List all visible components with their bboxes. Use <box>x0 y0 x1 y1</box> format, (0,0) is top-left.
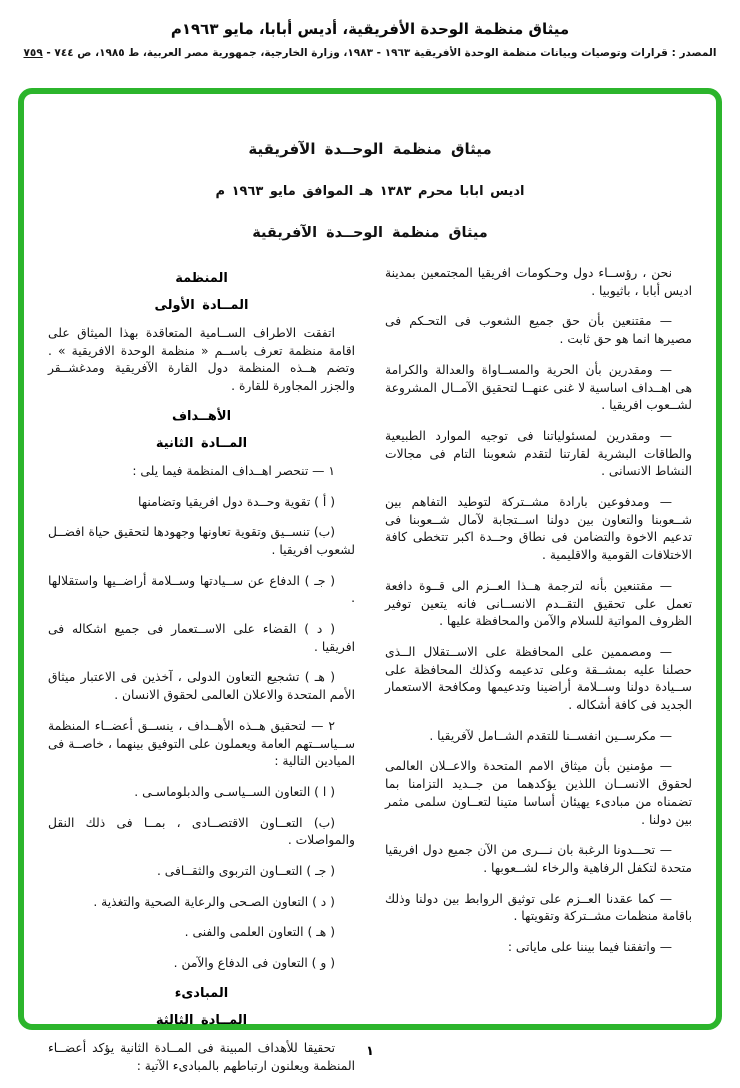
paragraph: — ومدفوعين بارادة مشــتركة لتوطيد التفاهم بين شــعوبنا والتعاون بين دولنا اســتجابة لآمال شــعوبنا فى تدعيم الاخوة والتضامن فى نطاق وحــدة اكبر تتخطى كافة الاختلافات القومية والاقليمية . <box>385 495 692 563</box>
paragraph: اتفقت الاطراف الســامية المتعاقدة بهذا الميثاق على اقامة منظمة تعرف باســم « منظمة الوحدة الافريقية » . وتضم هــذه المنظمة دول القارة الآفريقية ومدغشــقر والجزر المجاورة للقارة . <box>48 326 355 394</box>
paragraph: — مكرســين انفســنا للتقدم الشــامل لآفريقيا . <box>429 728 672 743</box>
paragraph: ١ — تنحصر اهــداف المنظمة فيما يلى : <box>132 463 335 478</box>
paragraph: تحقيقا للأهداف المبينة فى المــادة الثانية يؤكد أعضــاء المنظمة ويعلنون ارتباطهم بالمبادىء الآتية : <box>48 1040 355 1073</box>
source-citation-text: المصدر : قرارات وتوصيات وبيانات منظمة الوحدة الأفريقية ١٩٦٣ - ١٩٨٣، وزارة الخارجية، جمهورية مصر العربية، ط ١٩٨٥، ص ٧٤٤ - <box>46 47 717 59</box>
paragraph: — ومصممين على المحافظة على الاســتقلال الــذى حصلنا عليه بمشــقة وعلى تدعيمه وكذلك المحافظة على ســيادة دولنا وســلامة أراضينا وتدعيمها ومكافحة الاستعمار الجديد فى كافة أشكاله . <box>385 644 692 713</box>
paragraph: — واتفقنا فيما بيننا على ماياتى : <box>507 940 672 955</box>
paragraph: — مؤمنين بأن ميثاق الامم المتحدة والاعــلان العالمى لحقوق الانســان اللذين يؤكدهما من جــديد التزامنا بما تضمناه من مبادىء يهيئان أساسا متينا لتعــاون سلمى مثمر بين دولنا . <box>385 759 692 827</box>
page-header <box>0 0 740 59</box>
paragraph: ٢ — لتحقيق هــذه الأهــداف ، ينســق أعضــاء المنظمة ســياســتهم العامة ويعملون على التوفيق بينهما ، خاصــة فى الميادين التالية : <box>48 718 355 769</box>
charter-subtitle: ميثاق منظمة الوحــدة الآفريقية <box>252 225 488 241</box>
paragraph: ( د ) القضاء على الاســتعمار فى جميع اشكاله فى افريقيا . <box>48 622 355 654</box>
left-column <box>48 265 355 1088</box>
page-number: ١ <box>366 1044 374 1059</box>
paragraph: — مقتنعين بأنه لترجمة هــذا العــزم الى قــوة دافعة تعمل على تحقيق التقــدم الانســانى فانه يتعين توفير الظروف المواتية للسلام والآمن والمحافظة عليها . <box>385 578 692 629</box>
paragraph: — ومقدرين لمسئولياتنا فى توجيه الموارد الطبيعية والطاقات البشرية لقارتنا لتقدم شعوبنا التام فى مجالات النشاط الانسانى . <box>385 428 692 479</box>
paragraph: (ب) التعــاون الاقتصــادى ، بمــا فى ذلك النقل والمواصلات . <box>48 815 355 848</box>
right-column <box>385 265 692 970</box>
section-heading: المــادة الثالثة <box>155 1012 248 1028</box>
paragraph: — تحـــدونا الرغبة بان نـــرى من الآن جميع دول افريقيا متحدة لتكفل الرفاهية والرخاء لشــعوبها . <box>385 843 692 875</box>
charter-title: ميثاق منظمة الوحــدة الآفريقية <box>248 140 492 158</box>
section-heading: المنظمة <box>175 271 228 286</box>
source-page-range: ٧٥٩ <box>23 47 43 59</box>
green-border-frame <box>18 88 722 1073</box>
paragraph: — مقتنعين بأن حق جميع الشعوب فى التحـكم فى مصيرها انما هو حق ثابت . <box>385 314 692 347</box>
paragraph: ( و ) التعاون فى الدفاع والآمن . <box>173 956 335 971</box>
paragraph: نحن ، رؤســاء دول وحـكومات افريقيا المجتمعين بمدينة اديس أبابا ، باثيوبيا . <box>385 266 692 298</box>
section-heading: الأهــداف <box>171 408 232 424</box>
section-heading: المــادة الأولى <box>154 298 249 313</box>
paragraph: ( ا ) التعاون الســياسـى والدبلوماسـى . <box>134 784 335 799</box>
paragraph: ( د ) التعاون الصـحى والرعاية الصحية والتغذية . <box>93 894 335 909</box>
charter-date-line: اديس ابابا محرم ١٣٨٣ هـ الموافق مايو ١٩٦٣ م <box>215 184 525 199</box>
paragraph: ( هـ ) التعاون العلمى والفنى . <box>184 925 335 940</box>
two-column-body <box>48 265 692 1088</box>
document-headline: ميثاق منظمة الوحدة الأفريقية، أديس أبابا، مايو ١٩٦٣م <box>170 20 570 38</box>
paragraph: ( هـ ) تشجيع التعاون الدولى ، آخذين فى الاعتبار ميثاق الأمم المتحدة والاعلان العالمى لحقوق الانسان . <box>48 670 355 703</box>
paragraph: (ب) تنســيق وتقوية تعاونها وجهودها لتحقيق حياة افضــل لشعوب افريقيا . <box>48 525 355 557</box>
paragraph: — كما عقدنا العــزم على توثيق الروابط بين دولنا وذلك باقامة منظمات مشــتركة وتقويتها . <box>385 891 692 924</box>
paragraph: ( أ ) تقوية وحــدة دول افريقيا وتضامنها <box>137 494 335 509</box>
source-citation <box>0 47 740 59</box>
section-heading: المــادة الثانية <box>155 435 248 451</box>
paragraph: — ومقدرين بأن الحرية والمســاواة والعدالة والكرامة هى اهــداف اساسية لا غنى عنهــا لتحقيق الآمــال المشروعة لشــعوب افريقيا . <box>385 362 692 413</box>
document-titles <box>48 140 692 241</box>
paragraph: ( جـ ) الدفاع عن ســيادتها وســلامة أراضــيها واستقلالها . <box>48 573 355 606</box>
paragraph: ( جـ ) التعــاون التربوى والثقــافى . <box>156 864 335 879</box>
section-heading: المبادىء <box>174 985 229 1001</box>
